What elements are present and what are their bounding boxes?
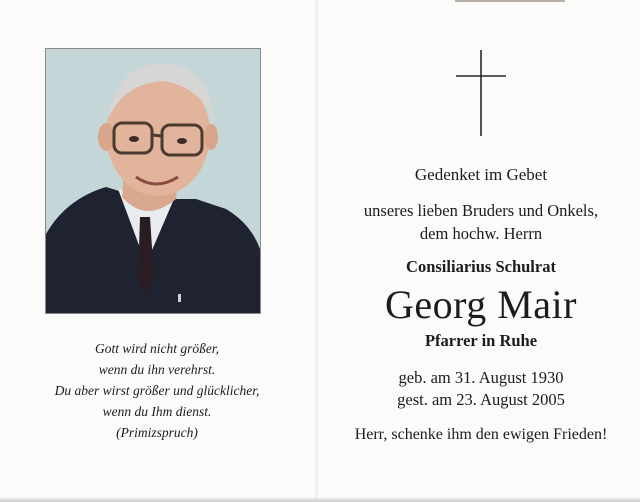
role-title: Pfarrer in Ruhe: [424, 331, 538, 350]
death-date: gest. am 23. August 2005: [397, 390, 565, 409]
quote-line: Du aber wirst größer und glücklicher,: [54, 383, 260, 398]
quote-source: (Primizspruch): [116, 425, 198, 440]
latin-cross-icon: [456, 50, 506, 136]
primiz-quote: [12, 338, 302, 443]
relation-line: dem hochw. Herrn: [419, 224, 543, 243]
portrait-photo: [45, 48, 261, 314]
portrait-illustration: [46, 49, 260, 313]
paper-edge-mark: [455, 0, 565, 2]
relation-line: unseres lieben Bruders und Onkels,: [363, 201, 599, 220]
quote-line: Gott wird nicht größer,: [94, 341, 219, 356]
deceased-name: Georg Mair: [385, 282, 577, 327]
honorific-title: Consiliarius Schulrat: [406, 257, 556, 276]
left-panel: [0, 0, 315, 502]
card-bottom-edge: [0, 498, 640, 502]
quote-line: wenn du ihn verehrst.: [98, 362, 216, 377]
prayer-heading: Gedenket im Gebet: [414, 165, 548, 184]
closing-prayer: Herr, schenke ihm den ewigen Frieden!: [354, 426, 608, 443]
birth-date: geb. am 31. August 1930: [398, 368, 564, 387]
quote-line: wenn du Ihm dienst.: [102, 404, 212, 419]
card-fold: [315, 0, 318, 502]
